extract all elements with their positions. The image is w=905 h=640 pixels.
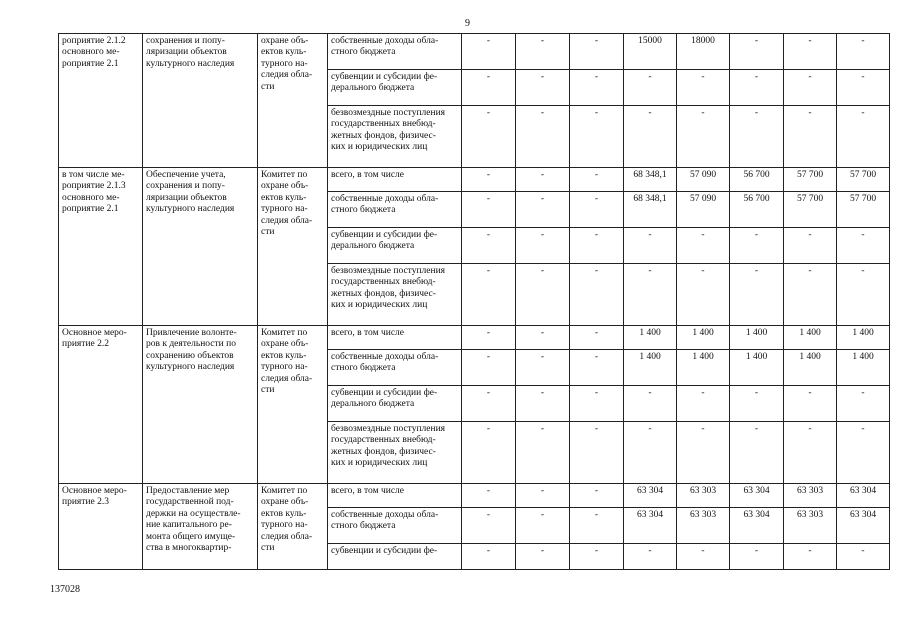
- amount-cell: -: [462, 508, 516, 544]
- amount-cell: 1 400: [784, 350, 837, 386]
- amount-cell: -: [570, 386, 624, 422]
- amount-cell: -: [516, 106, 570, 168]
- amount-cell: -: [677, 422, 730, 484]
- amount-cell: -: [516, 264, 570, 326]
- amount-cell: -: [462, 70, 516, 106]
- executor-cell: охране объ- ектов куль- турного на- следия обла- сти: [258, 34, 328, 168]
- funding-source-cell: всего, в том числе: [328, 168, 462, 192]
- amount-cell: -: [462, 34, 516, 70]
- amount-cell: -: [837, 264, 890, 326]
- amount-cell: 56 700: [730, 192, 784, 228]
- amount-cell: -: [730, 106, 784, 168]
- activity-cell: в том числе ме- роприятие 2.1.3 основного ме- роприятие 2.1: [59, 168, 143, 326]
- amount-cell: -: [462, 544, 516, 570]
- amount-cell: 68 348,1: [624, 192, 677, 228]
- budget-table: [58, 33, 890, 570]
- amount-cell: -: [784, 544, 837, 570]
- amount-cell: -: [516, 192, 570, 228]
- amount-cell: -: [730, 386, 784, 422]
- amount-cell: -: [837, 70, 890, 106]
- amount-cell: -: [624, 264, 677, 326]
- amount-cell: -: [570, 34, 624, 70]
- amount-cell: -: [462, 386, 516, 422]
- activity-cell: роприятие 2.1.2 основного ме- роприятие 2.1: [59, 34, 143, 168]
- amount-cell: 63 303: [677, 508, 730, 544]
- table-row: [59, 484, 890, 508]
- amount-cell: -: [516, 228, 570, 264]
- activity-cell: Основное меро- приятие 2.2: [59, 326, 143, 484]
- amount-cell: 63 303: [784, 484, 837, 508]
- amount-cell: -: [516, 326, 570, 350]
- funding-source-cell: субвенции и субсидии фе- дерального бюджета: [328, 228, 462, 264]
- amount-cell: 1 400: [837, 350, 890, 386]
- amount-cell: -: [837, 228, 890, 264]
- amount-cell: 57 700: [784, 168, 837, 192]
- amount-cell: -: [570, 168, 624, 192]
- amount-cell: -: [570, 228, 624, 264]
- amount-cell: -: [462, 264, 516, 326]
- amount-cell: -: [837, 386, 890, 422]
- amount-cell: -: [730, 422, 784, 484]
- amount-cell: -: [677, 544, 730, 570]
- amount-cell: -: [624, 544, 677, 570]
- amount-cell: -: [516, 484, 570, 508]
- amount-cell: -: [570, 544, 624, 570]
- amount-cell: -: [516, 70, 570, 106]
- amount-cell: 63 303: [784, 508, 837, 544]
- amount-cell: -: [462, 168, 516, 192]
- amount-cell: -: [462, 422, 516, 484]
- amount-cell: 1 400: [730, 326, 784, 350]
- amount-cell: -: [837, 34, 890, 70]
- amount-cell: 1 400: [677, 326, 730, 350]
- activity-cell: Основное меро- приятие 2.3: [59, 484, 143, 570]
- amount-cell: -: [784, 422, 837, 484]
- amount-cell: -: [624, 422, 677, 484]
- funding-source-cell: субвенции и субсидии фе-: [328, 544, 462, 570]
- amount-cell: -: [677, 228, 730, 264]
- funding-source-cell: всего, в том числе: [328, 326, 462, 350]
- amount-cell: 63 304: [837, 484, 890, 508]
- amount-cell: -: [462, 106, 516, 168]
- amount-cell: 63 304: [730, 508, 784, 544]
- amount-cell: -: [730, 544, 784, 570]
- amount-cell: -: [570, 508, 624, 544]
- amount-cell: -: [516, 422, 570, 484]
- amount-cell: -: [677, 70, 730, 106]
- amount-cell: -: [462, 228, 516, 264]
- amount-cell: 15000: [624, 34, 677, 70]
- amount-cell: -: [570, 264, 624, 326]
- funding-source-cell: собственные доходы обла- стного бюджета: [328, 350, 462, 386]
- amount-cell: -: [516, 508, 570, 544]
- amount-cell: -: [837, 422, 890, 484]
- amount-cell: -: [516, 544, 570, 570]
- amount-cell: -: [730, 228, 784, 264]
- amount-cell: -: [730, 70, 784, 106]
- amount-cell: -: [784, 228, 837, 264]
- amount-cell: -: [516, 386, 570, 422]
- amount-cell: -: [462, 484, 516, 508]
- amount-cell: -: [570, 70, 624, 106]
- amount-cell: 1 400: [624, 350, 677, 386]
- amount-cell: 1 400: [784, 326, 837, 350]
- amount-cell: -: [570, 484, 624, 508]
- executor-cell: Комитет по охране объ- ектов куль- турного на- следия обла- сти: [258, 168, 328, 326]
- amount-cell: -: [570, 350, 624, 386]
- amount-cell: 57 700: [837, 168, 890, 192]
- amount-cell: 63 304: [624, 484, 677, 508]
- amount-cell: 57 090: [677, 168, 730, 192]
- budget-table-body: [59, 34, 890, 570]
- amount-cell: -: [462, 192, 516, 228]
- executor-cell: Комитет по охране объ- ектов куль- турного на- следия обла- сти: [258, 484, 328, 570]
- amount-cell: 18000: [677, 34, 730, 70]
- funding-source-cell: собственные доходы обла- стного бюджета: [328, 508, 462, 544]
- amount-cell: 63 304: [837, 508, 890, 544]
- amount-cell: -: [677, 264, 730, 326]
- amount-cell: -: [516, 350, 570, 386]
- amount-cell: -: [624, 106, 677, 168]
- table-row: [59, 34, 890, 70]
- document-code: 137028: [50, 584, 80, 595]
- amount-cell: 68 348,1: [624, 168, 677, 192]
- executor-cell: Комитет по охране объ- ектов куль- турного на- следия обла- сти: [258, 326, 328, 484]
- table-row: [59, 326, 890, 350]
- amount-cell: -: [570, 326, 624, 350]
- amount-cell: -: [677, 386, 730, 422]
- amount-cell: -: [516, 168, 570, 192]
- funding-source-cell: безвозмездные поступления государственных внебюд- жетных фондов, физичес- ких и юридических лиц: [328, 422, 462, 484]
- amount-cell: -: [837, 106, 890, 168]
- amount-cell: -: [784, 34, 837, 70]
- amount-cell: -: [784, 264, 837, 326]
- amount-cell: 56 700: [730, 168, 784, 192]
- amount-cell: -: [462, 326, 516, 350]
- amount-cell: -: [624, 228, 677, 264]
- amount-cell: -: [462, 350, 516, 386]
- amount-cell: -: [784, 386, 837, 422]
- amount-cell: -: [784, 70, 837, 106]
- description-cell: Предоставление мер государственной под- держки на осуществле- ние капитального ре- монта общего имуще- ства в многоквартир-: [143, 484, 258, 570]
- amount-cell: -: [730, 264, 784, 326]
- amount-cell: -: [570, 106, 624, 168]
- amount-cell: -: [624, 386, 677, 422]
- description-cell: Обеспечение учета, сохранения и попу- ляризации объектов культурного наследия: [143, 168, 258, 326]
- amount-cell: -: [730, 34, 784, 70]
- funding-source-cell: безвозмездные поступления государственных внебюд- жетных фондов, физичес- ких и юридических лиц: [328, 264, 462, 326]
- amount-cell: -: [570, 192, 624, 228]
- amount-cell: 1 400: [677, 350, 730, 386]
- funding-source-cell: субвенции и субсидии фе- дерального бюджета: [328, 386, 462, 422]
- funding-source-cell: безвозмездные поступления государственных внебюд- жетных фондов, физичес- ких и юридических лиц: [328, 106, 462, 168]
- amount-cell: -: [624, 70, 677, 106]
- funding-source-cell: всего, в том числе: [328, 484, 462, 508]
- funding-source-cell: субвенции и субсидии фе- дерального бюджета: [328, 70, 462, 106]
- amount-cell: 63 304: [624, 508, 677, 544]
- amount-cell: -: [784, 106, 837, 168]
- amount-cell: -: [837, 544, 890, 570]
- amount-cell: 1 400: [837, 326, 890, 350]
- amount-cell: 57 700: [784, 192, 837, 228]
- funding-source-cell: собственные доходы обла- стного бюджета: [328, 192, 462, 228]
- amount-cell: 1 400: [624, 326, 677, 350]
- description-cell: Привлечение волонте- ров к деятельности по сохранению объектов культурного наследия: [143, 326, 258, 484]
- amount-cell: 1 400: [730, 350, 784, 386]
- amount-cell: -: [677, 106, 730, 168]
- amount-cell: 63 304: [730, 484, 784, 508]
- description-cell: сохранения и попу- ляризации объектов культурного наследия: [143, 34, 258, 168]
- amount-cell: 57 090: [677, 192, 730, 228]
- table-row: [59, 168, 890, 192]
- amount-cell: 57 700: [837, 192, 890, 228]
- amount-cell: -: [516, 34, 570, 70]
- amount-cell: -: [570, 422, 624, 484]
- funding-source-cell: собственные доходы обла- стного бюджета: [328, 34, 462, 70]
- page-number: 9: [465, 18, 470, 29]
- amount-cell: 63 303: [677, 484, 730, 508]
